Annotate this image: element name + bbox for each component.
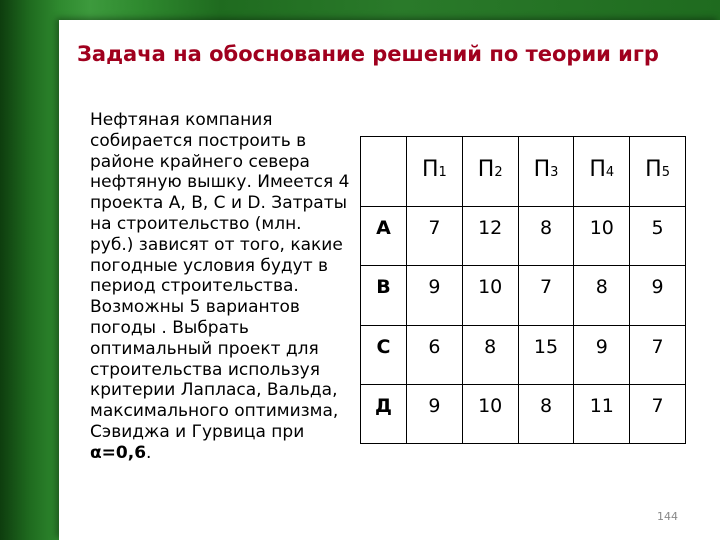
row-label-b: В (361, 266, 407, 325)
table-cell: 8 (518, 207, 574, 266)
table-cell: 7 (630, 384, 686, 443)
table-row (361, 266, 686, 325)
table-cell: 9 (407, 266, 463, 325)
slide (59, 20, 720, 540)
table-cell: 7 (518, 266, 574, 325)
table-cell: 10 (574, 207, 630, 266)
slide-title: Задача на обоснование решений по теории игр (77, 42, 659, 66)
table-row (361, 325, 686, 384)
alpha-value: α=0,6 (90, 442, 147, 463)
table-row (361, 207, 686, 266)
header-weather-3: П3 (518, 137, 574, 207)
problem-text-end: . (146, 442, 152, 463)
table-cell: 8 (462, 325, 518, 384)
table-cell: 9 (574, 325, 630, 384)
table-cell: 11 (574, 384, 630, 443)
table-cell: 8 (574, 266, 630, 325)
page-number: 144 (657, 510, 678, 523)
table-corner-cell (361, 137, 407, 207)
table-cell: 8 (518, 384, 574, 443)
table-cell: 9 (407, 384, 463, 443)
cost-matrix-table (360, 136, 686, 444)
table-header-row (361, 137, 686, 207)
header-weather-2: П2 (462, 137, 518, 207)
table-cell: 15 (518, 325, 574, 384)
table-cell: 12 (462, 207, 518, 266)
row-label-a: А (361, 207, 407, 266)
table-cell: 10 (462, 266, 518, 325)
row-label-d: Д (361, 384, 407, 443)
table-cell: 5 (630, 207, 686, 266)
table-cell: 7 (630, 325, 686, 384)
table-cell: 7 (407, 207, 463, 266)
row-label-c: С (361, 325, 407, 384)
table-row (361, 384, 686, 443)
table-cell: 10 (462, 384, 518, 443)
problem-text: Нефтяная компания собирается построить в районе крайнего севера нефтяную вышку. Имеется 4 проекта A, B, C и D. Затраты на строительство (млн. руб.) зависят от того, какие погодные условия будут в период строительства. Возможны 5 вариантов погоды . Выбрать оптимальный проект для строительства используя критерии Лапласа, Вальда, максимального оптимизма, Сэвиджа и Гурвица при (90, 110, 350, 442)
header-weather-1: П1 (407, 137, 463, 207)
problem-statement (90, 110, 350, 464)
table-cell: 9 (630, 266, 686, 325)
table-cell: 6 (407, 325, 463, 384)
header-weather-5: П5 (630, 137, 686, 207)
header-weather-4: П4 (574, 137, 630, 207)
